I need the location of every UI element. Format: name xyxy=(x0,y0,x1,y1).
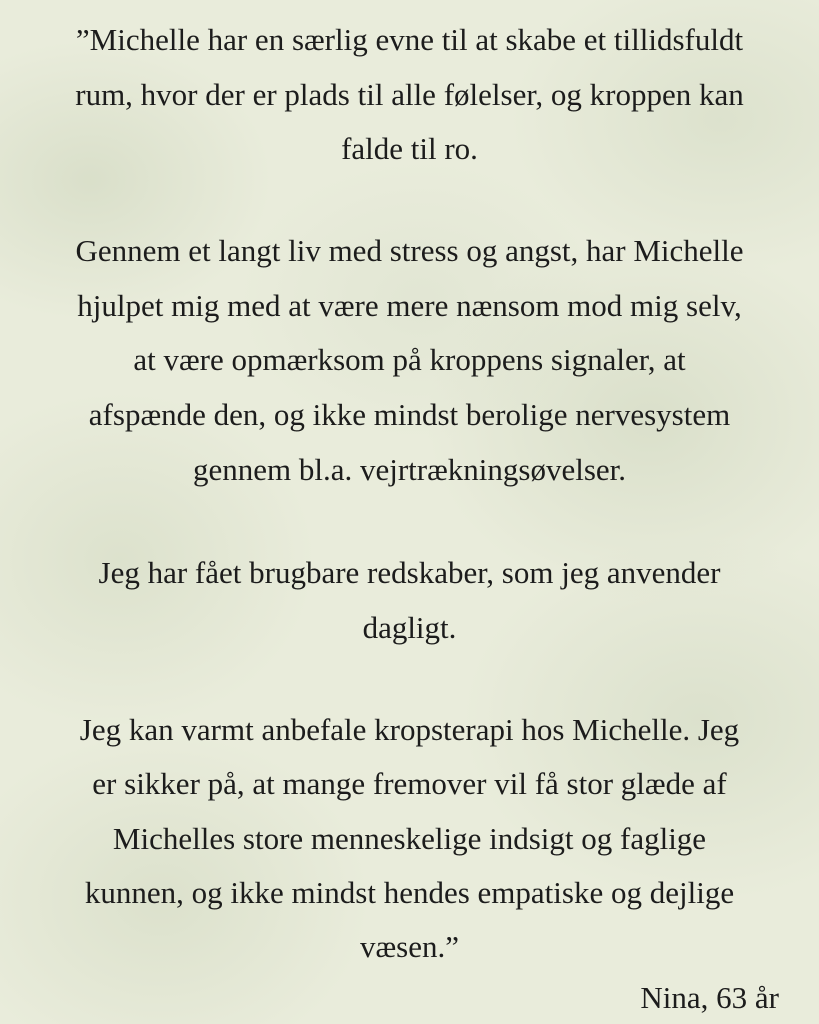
quote-line: Jeg har fået brugbare redskaber, som jeg anvender xyxy=(98,555,721,590)
quote-line: hjulpet mig med at være mere nænsom mod mig selv, xyxy=(77,288,742,323)
quote-line: er sikker på, at mange fremover vil få stor glæde af xyxy=(92,766,727,801)
quote-line: falde til ro. xyxy=(341,131,478,166)
quote-line: gennem bl.a. vejrtrækningsøvelser. xyxy=(192,452,627,487)
quote-line: at være opmærksom på kroppens signaler, at xyxy=(133,342,686,377)
quote-line: afspænde den, og ikke mindst berolige nervesystem xyxy=(88,397,731,432)
quote-line: dagligt. xyxy=(362,610,457,645)
quote-line: rum, hvor der er plads til alle følelser, og kroppen kan xyxy=(75,77,744,112)
quote-line: Michelles store menneskelige indsigt og faglige xyxy=(112,821,707,856)
quote-line: Gennem et langt liv med stress og angst, har Michelle xyxy=(75,233,744,268)
quote-line: ”Michelle har en særlig evne til at skabe et tillidsfuldt xyxy=(75,22,744,57)
quote-line: væsen.” xyxy=(359,929,459,964)
testimonial-signature: Nina, 63 år xyxy=(640,980,779,1015)
quote-line: kunnen, og ikke mindst hendes empatiske og dejlige xyxy=(84,875,735,910)
quote-line: Jeg kan varmt anbefale kropsterapi hos Michelle. Jeg xyxy=(79,712,740,747)
